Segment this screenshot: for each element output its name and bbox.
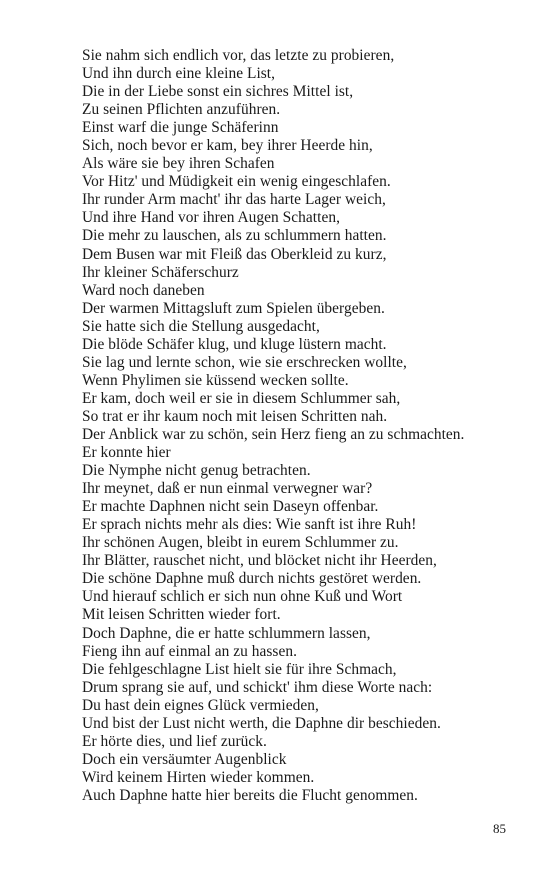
poem-line: Ihr Blätter, rauschet nicht, und blöcket nicht ihr Heerden, xyxy=(82,552,437,570)
poem-line: Als wäre sie bey ihren Schafen xyxy=(82,155,275,173)
poem-line: Und ihre Hand vor ihren Augen Schatten, xyxy=(82,209,340,227)
poem-line: Wird keinem Hirten wieder kommen. xyxy=(82,768,315,786)
poem-line: Ihr schönen Augen, bleibt in eurem Schlummer zu. xyxy=(82,534,399,552)
poem-line: Die mehr zu lauschen, als zu schlummern hatten. xyxy=(82,227,387,245)
poem-line: Er hörte dies, und lief zurück. xyxy=(82,732,267,750)
poem-line: Doch ein versäumter Augenblick xyxy=(82,750,287,768)
poem-line: Ihr meynet, daß er nun einmal verwegner war? xyxy=(82,480,373,498)
poem-line: Wenn Phylimen sie küssend wecken sollte. xyxy=(82,371,349,389)
poem-line: Auch Daphne hatte hier bereits die Flucht genommen. xyxy=(82,786,418,804)
poem-line: Sie hatte sich die Stellung ausgedacht, xyxy=(82,317,320,335)
poem-line: Du hast dein eignes Glück vermieden, xyxy=(82,696,319,714)
poem-line: Die blöde Schäfer klug, und kluge lüstern macht. xyxy=(82,335,387,353)
poem-line: Der Anblick war zu schön, sein Herz fieng an zu schmachten. xyxy=(82,425,465,443)
poem-line: Einst warf die junge Schäferinn xyxy=(82,119,279,137)
poem-line: Zu seinen Pflichten anzuführen. xyxy=(82,101,281,119)
poem-line: Ihr kleiner Schäferschurz xyxy=(82,263,239,281)
poem-line: Vor Hitz' und Müdigkeit ein wenig eingeschlafen. xyxy=(82,173,391,191)
poem-line: So trat er ihr kaum noch mit leisen Schritten nah. xyxy=(82,407,388,425)
poem-line: Und ihn durch eine kleine List, xyxy=(82,65,276,83)
poem-line: Die in der Liebe sonst ein sichres Mittel ist, xyxy=(82,83,354,101)
poem-line: Ward noch daneben xyxy=(82,281,205,299)
poem-line: Dem Busen war mit Fleiß das Oberkleid zu kurz, xyxy=(82,245,387,263)
poem-line: Der warmen Mittagsluft zum Spielen übergeben. xyxy=(82,299,385,317)
poem-line: Sie lag und lernte schon, wie sie erschrecken wollte, xyxy=(82,353,407,371)
poem-line: Doch Daphne, die er hatte schlummern lassen, xyxy=(82,624,371,642)
poem-line: Die fehlgeschlagne List hielt sie für ihre Schmach, xyxy=(82,660,397,678)
poem-text xyxy=(82,47,522,805)
poem-line: Die schöne Daphne muß durch nichts gestöret werden. xyxy=(82,570,422,588)
poem-line: Die Nymphe nicht genug betrachten. xyxy=(82,462,311,480)
poem-line: Fieng ihn auf einmal an zu hassen. xyxy=(82,642,297,660)
poem-line: Ihr runder Arm macht' ihr das harte Lager weich, xyxy=(82,191,386,209)
poem-line: Und bist der Lust nicht werth, die Daphne dir beschieden. xyxy=(82,714,441,732)
poem-line: Er konnte hier xyxy=(82,444,171,462)
poem-line: Drum sprang sie auf, und schickt' ihm diese Worte nach: xyxy=(82,678,433,696)
poem-line: Sich, noch bevor er kam, bey ihrer Heerde hin, xyxy=(82,137,373,155)
page-number: 85 xyxy=(493,821,506,836)
poem-line: Er sprach nichts mehr als dies: Wie sanft ist ihre Ruh! xyxy=(82,516,417,534)
poem-line: Er kam, doch weil er sie in diesem Schlummer sah, xyxy=(82,389,401,407)
poem-line: Und hierauf schlich er sich nun ohne Kuß und Wort xyxy=(82,588,403,606)
poem-line: Sie nahm sich endlich vor, das letzte zu probieren, xyxy=(82,47,395,64)
poem-line: Er machte Daphnen nicht sein Daseyn offenbar. xyxy=(82,498,379,516)
poem-line: Mit leisen Schritten wieder fort. xyxy=(82,606,281,624)
